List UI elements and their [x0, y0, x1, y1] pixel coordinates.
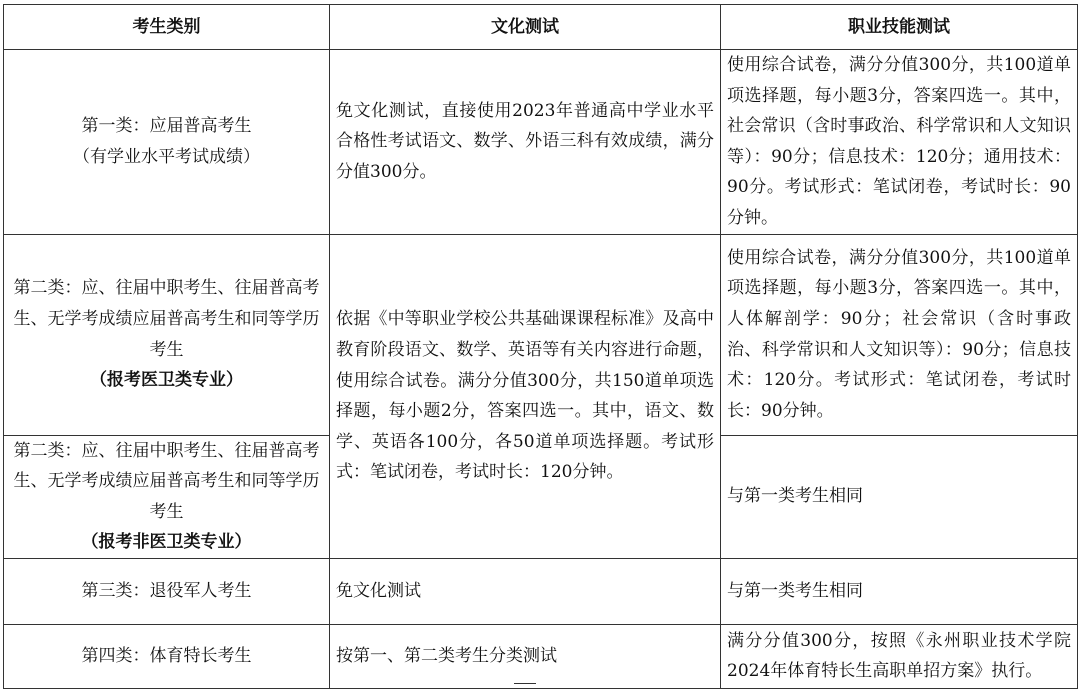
bottom-divider-mark — [514, 683, 536, 684]
exam-table — [3, 4, 1078, 689]
category-note: （报考医卫类专业） — [90, 370, 243, 391]
table-row-class2-medical — [4, 234, 1078, 435]
skill-cell: 满分分值300分，按照《永州职业技术学院2024年体育特长生高职单招方案》执行。 — [721, 624, 1078, 688]
header-skill-test: 职业技能测试 — [721, 5, 1078, 50]
table-row-class3 — [4, 558, 1078, 624]
skill-cell: 与第一类考生相同 — [721, 558, 1078, 624]
skill-cell: 与第一类考生相同 — [721, 435, 1078, 558]
skill-cell: 使用综合试卷，满分分值300分，共100道单项选择题，每小题3分，答案四选一。其中，社会常识（含时事政治、科学常识和人文知识等）：90分；信息技术：120分；通用技术：90分。考试形式：笔试闭卷，考试时长：90分钟。 — [721, 50, 1078, 235]
culture-cell: 免文化测试，直接使用2023年普通高中学业水平合格性考试语文、数学、外语三科有效成绩，满分分值300分。 — [330, 50, 721, 235]
table-row-class1 — [4, 50, 1078, 235]
skill-cell: 使用综合试卷，满分分值300分，共100道单项选择题，每小题3分，答案四选一。其中，人体解剖学：90分；社会常识（含时事政治、科学常识和人文知识等）：90分；信息技术：120分。考试形式：笔试闭卷，考试时长：90分钟。 — [721, 234, 1078, 435]
category-cell — [4, 50, 330, 235]
category-text: 第二类：应、往届中职考生、往届普高考生、无学考成绩应届普高考生和同等学历考生 — [13, 278, 320, 360]
culture-cell: 免文化测试 — [330, 558, 721, 624]
category-note: （报考非医卫类专业） — [81, 532, 252, 553]
header-row — [4, 5, 1078, 50]
category-cell: 第四类：体育特长考生 — [4, 624, 330, 688]
category-text: 第一类：应届普高考生 — [81, 116, 252, 137]
category-text: 第二类：应、往届中职考生、往届普高考生、无学考成绩应届普高考生和同等学历考生 — [13, 440, 320, 522]
category-cell: 第三类：退役军人考生 — [4, 558, 330, 624]
category-cell — [4, 435, 330, 558]
header-category: 考生类别 — [4, 5, 330, 50]
culture-cell: 按第一、第二类考生分类测试 — [330, 624, 721, 688]
culture-cell-shared: 依据《中等职业学校公共基础课课程标准》及高中教育阶段语文、数学、英语等有关内容进行命题，使用综合试卷。满分分值300分，共150道单项选择题，每小题2分，答案四选一。其中，语文、数学、英语各100分，各50道单项选择题。考试形式：笔试闭卷，考试时长：120分钟。 — [330, 234, 721, 558]
table-row-class4 — [4, 624, 1078, 688]
category-cell — [4, 234, 330, 435]
header-culture-test: 文化测试 — [330, 5, 721, 50]
category-subtext: （有学业水平考试成绩） — [73, 146, 260, 167]
